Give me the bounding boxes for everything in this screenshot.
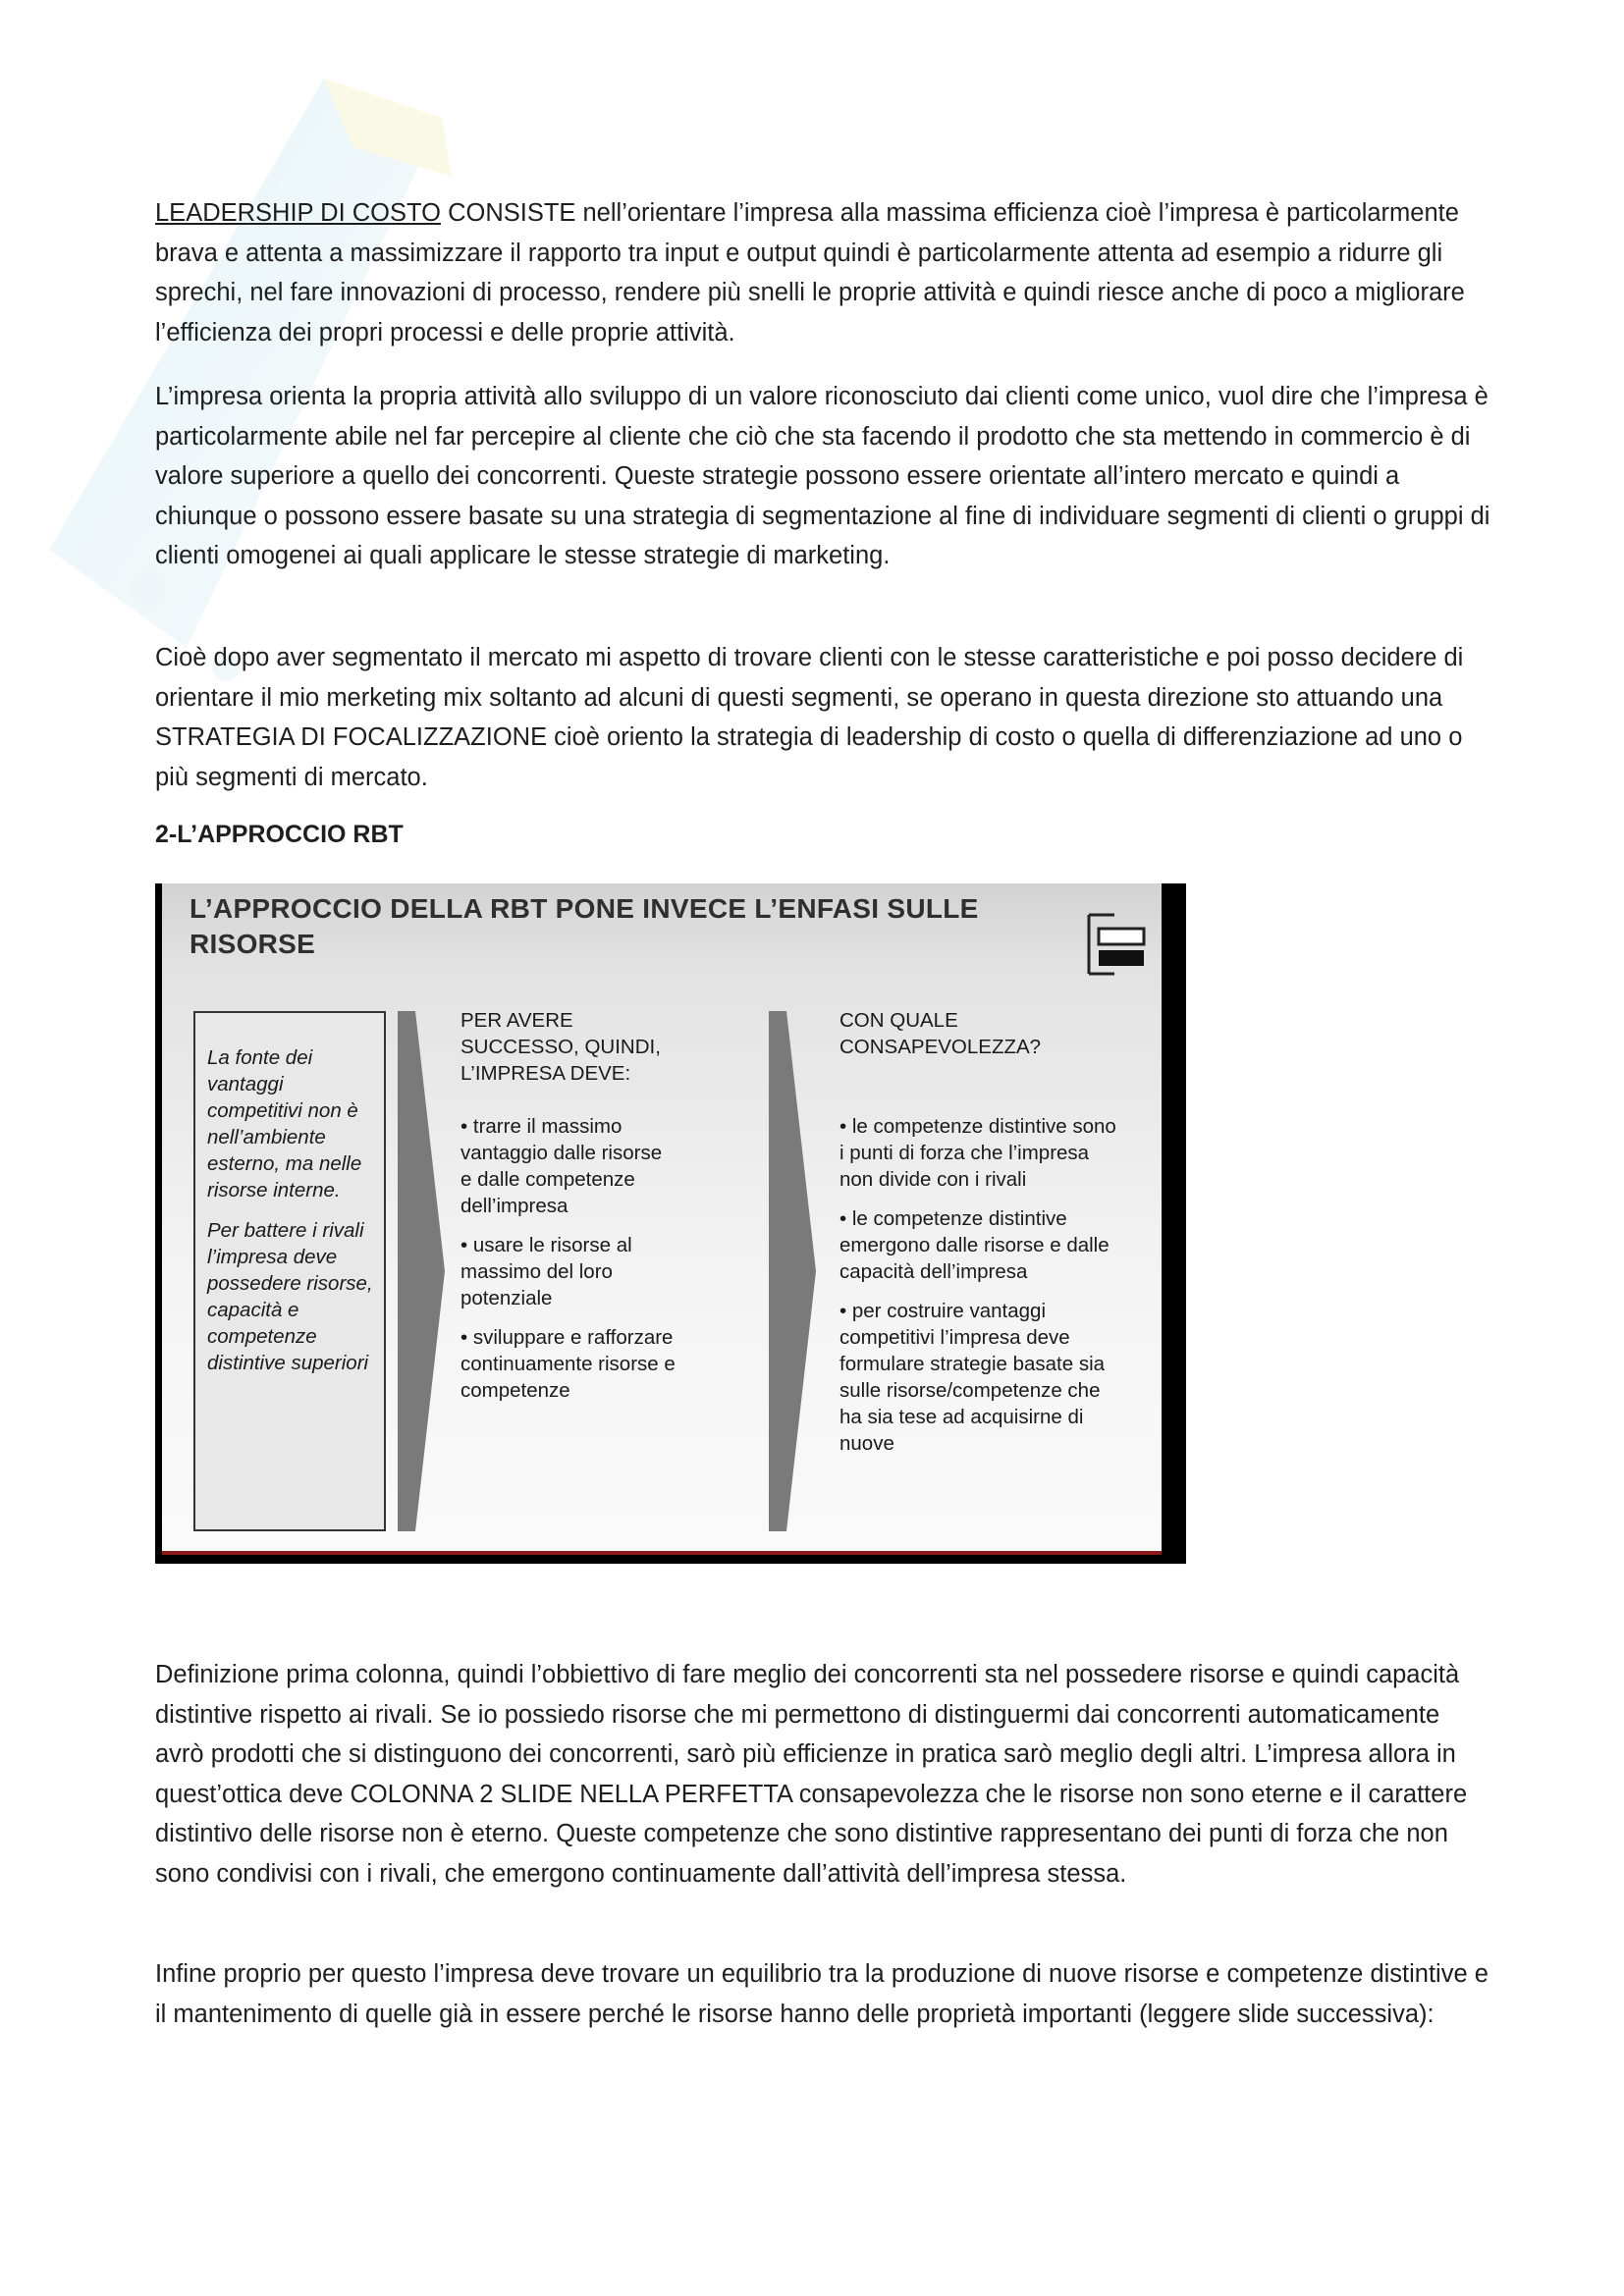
column-1-text-a: La fonte dei vantaggi competitivi non è nell’ambiente esterno, ma nelle risorse interne. (207, 1046, 362, 1201)
paragraph-1-text: CONSISTE nell’orientare l’impresa alla massima efficienza cioè l’impresa è particolarmente brava e attenta a massimizzare il rapporto tra input e output quindi è particolarmente attenta ad esempio a ridurre gli sprechi, nel fare innovazioni di processo, rendere più snelli le proprie attività e quindi riesce anche di poco a migliorare l’efficienza dei propri processi e delle proprie attività. (155, 199, 1465, 347)
paragraph-leadership (155, 193, 1490, 352)
slide-logo-icon (1085, 911, 1148, 978)
paragraph-focalization (155, 638, 1490, 797)
leadership-term: LEADERSHIP DI COSTO (155, 199, 441, 227)
column-1-text-b: Per battere i rivali l’impresa deve possedere risorse, capacità e competenze distintive superiori (207, 1219, 373, 1374)
column-2-item: • sviluppare e rafforzare continuamente risorse e competenze (460, 1326, 676, 1402)
chevron-arrow-1-icon (398, 1011, 447, 1531)
section-heading: 2-L’APPROCCIO RBT (155, 821, 404, 848)
slide-content (162, 883, 1162, 1551)
column-2-item: • trarre il massimo vantaggio dalle risorse e dalle competenze dell’impresa (460, 1115, 663, 1217)
paragraph-3-text: Cioè dopo aver segmentato il mercato mi aspetto di trovare clienti con le stesse caratteristiche e poi posso decidere di orientare il mio merketing mix soltanto ad alcuni di questi segmenti, se operano in questa direzione sto attuando una STRATEGIA DI FOCALIZZAZIONE cioè oriento la strategia di leadership di costo o quella di differenziazione ad uno o più segmenti di mercato. (155, 644, 1464, 791)
paragraph-4-text: Definizione prima colonna, quindi l’obbiettivo di fare meglio dei concorrenti sta nel possedere risorse e quindi capacità distintive rispetto ai rivali. Se io possiedo risorse che mi permettono di distinguermi dai concorrenti automaticamente avrò prodotti che si distinguono dei concorrenti, sarò più efficienze in pratica sarò meglio degli altri. L’impresa allora in quest’ottica deve COLONNA 2 SLIDE NELLA PERFETTA consapevolezza che le risorse non sono eterne e il carattere distintivo delle risorse non è eterno. Queste competenze che sono distintive rappresentano dei punti di forza che non sono condivisi con i rivali, che emergono continuamente dall’attività dell’impresa stessa. (155, 1661, 1468, 1888)
column-3-list (839, 1113, 1124, 1469)
slide-title: L’APPROCCIO DELLA RBT PONE INVECE L’ENFASI SULLE RISORSE (189, 893, 979, 959)
slide-image (155, 883, 1186, 1564)
chevron-arrow-2-icon (769, 1011, 818, 1531)
paragraph-conclusion (155, 1954, 1490, 2034)
paragraph-2-text: L’impresa orienta la propria attività allo sviluppo di un valore riconosciuto dai clienti come unico, vuol dire che l’impresa è particolarmente abile nel far percepire al cliente che ciò che sta facendo il prodotto che sta mettendo in commercio è di valore superiore a quello dei concorrenti. Queste strategie possono essere orientate all’intero mercato e quindi a chiunque o possono essere basate su una strategia di segmentazione al fine di individuare segmenti di clienti o gruppi di clienti omogenei ai quali applicare le stesse strategie di marketing. (155, 383, 1490, 569)
slide-column-1 (193, 1011, 386, 1531)
column-2-item: • usare le risorse al massimo del loro potenziale (460, 1234, 632, 1309)
column-3-item: • le competenze distintive emergono dalle risorse e dalle capacità dell’impresa (839, 1207, 1110, 1283)
paragraph-5-text: Infine proprio per questo l’impresa deve trovare un equilibrio tra la produzione di nuove risorse e competenze distintive e il mantenimento di quelle già in essere perché le risorse hanno delle proprietà importanti (leggere slide successiva): (155, 1960, 1489, 2028)
slide-divider (162, 1551, 1162, 1555)
column-3-heading: CON QUALE CONSAPEVOLEZZA? (839, 1009, 1042, 1058)
paragraph-first-column (155, 1655, 1490, 1894)
column-3-item: • le competenze distintive sono i punti di forza che l’impresa non divide con i rivali (839, 1115, 1116, 1191)
column-2-heading: PER AVERE SUCCESSO, QUINDI, L’IMPRESA DEVE: (460, 1009, 661, 1085)
paragraph-differentiation (155, 377, 1490, 576)
column-2-list (460, 1113, 677, 1416)
column-3-item: • per costruire vantaggi competitivi l’impresa deve formulare strategie basate sia sulle risorse/competenze che ha sia tese ad acquisirne di nuove (839, 1300, 1106, 1455)
